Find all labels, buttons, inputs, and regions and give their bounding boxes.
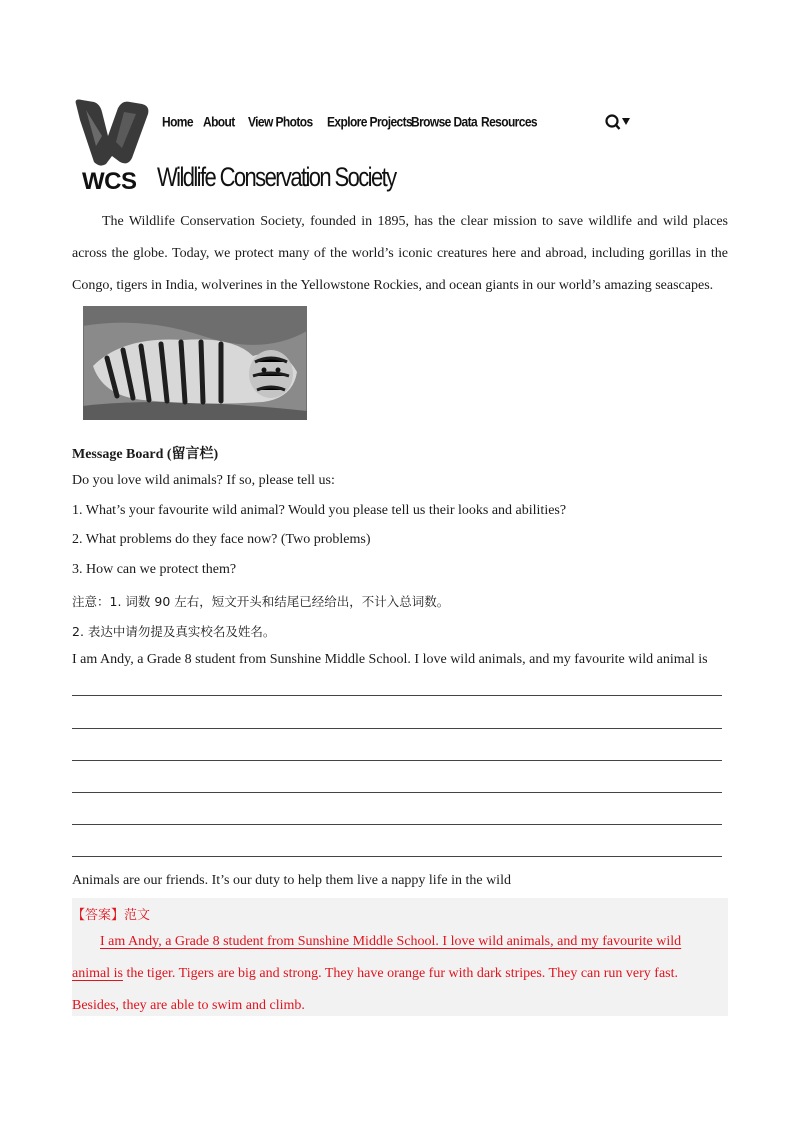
- writing-line[interactable]: [72, 728, 722, 729]
- answer-box: [72, 898, 728, 1016]
- message-board-prompt: Do you love wild animals? If so, please tell us:: [72, 473, 335, 488]
- essay-closing: Animals are our friends. It’s our duty to help them live a nappy life in the wild: [72, 873, 511, 888]
- wcs-logo-text: WCS: [82, 168, 137, 195]
- note-2: 2. 表达中请勿提及真实校名及姓名。: [72, 624, 276, 639]
- writing-line[interactable]: [72, 760, 722, 761]
- search-icon: [604, 112, 632, 134]
- intro-paragraph: The Wildlife Conservation Society, founded in 1895, has the clear mission to save wildlife and wild places across the globe. Today, we protect many of the world’s iconic creatures here and abroad, including gorillas in the Congo, tigers in India, wolverines in the Yellowstone Rockies, and ocean giants in our world’s amazing seascapes.: [72, 214, 728, 293]
- answer-text: [72, 926, 712, 1022]
- wcs-header: [72, 96, 672, 198]
- wcs-nav: [162, 114, 642, 134]
- nav-browse-data: Browse Data: [411, 114, 478, 131]
- answer-underlined-opening: I am Andy, a Grade 8 student from Sunshine Middle School. I love wild animals, and my favourite wild animal is: [72, 934, 682, 981]
- answer-label: 【答案】范文: [72, 908, 151, 923]
- writing-line[interactable]: [72, 792, 722, 793]
- question-1: 1. What’s your favourite wild animal? Would you please tell us their looks and abilities?: [72, 503, 567, 518]
- nav-resources: Resources: [481, 114, 537, 131]
- writing-line[interactable]: [72, 695, 722, 696]
- nav-explore-projects: Explore Projects: [327, 114, 413, 131]
- answer-body: the tiger. Tigers are big and strong. They have orange fur with dark stripes. They can run very fast. Besides, they are able to swim and climb.: [72, 966, 679, 1013]
- question-2: 2. What problems do they face now? (Two problems): [72, 532, 371, 547]
- wcs-org-name: Wildlife Conservation Society: [157, 162, 396, 192]
- nav-about: About: [203, 114, 235, 131]
- writing-line[interactable]: [72, 824, 722, 825]
- nav-home: Home: [162, 114, 193, 131]
- message-board-heading: Message Board (留言栏): [72, 447, 219, 462]
- tiger-photo: [83, 306, 307, 420]
- essay-opening: I am Andy, a Grade 8 student from Sunshine Middle School. I love wild animals, and my favourite wild animal is: [72, 652, 708, 667]
- note-1: 注意：1. 词数 90 左右，短文开头和结尾已经给出，不计入总词数。: [72, 594, 450, 609]
- nav-view-photos: View Photos: [248, 114, 313, 131]
- question-3: 3. How can we protect them?: [72, 562, 237, 577]
- writing-line[interactable]: [72, 856, 722, 857]
